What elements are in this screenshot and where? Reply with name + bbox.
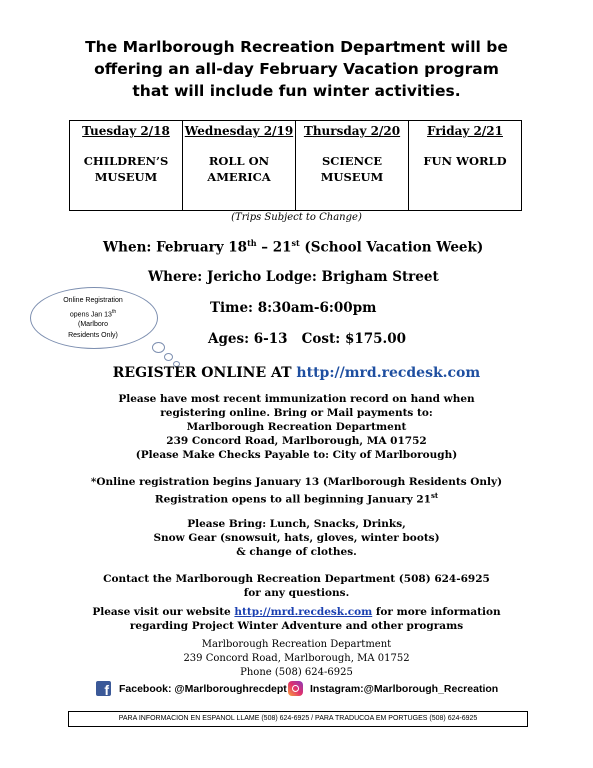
trip-cell-tuesday [70,121,183,211]
trip-cell-friday [409,121,522,211]
trip-activity: ROLL ON AMERICA [207,154,271,184]
website-link[interactable]: http://mrd.recdesk.com [234,606,373,618]
cloud-bubble [164,353,173,361]
online-registration-block: *Online registration begins January 13 (Marlborough Residents Only) Registration opens to all beginning January 21st [90,476,503,506]
immunization-block: Please have most recent immunization record on hand when registering online. Bring or Mail payments to: Marlborough Recreation Department 239 Concord Road, Marlborough, MA 01752 (Please Make Checks Payable to: City of Marlborough) [118,393,475,461]
trips-note: (Trips Subject to Change) [231,212,362,223]
trip-day: Friday 2/21 [427,124,503,138]
cloud-text: Online Registration opens Jan 13th (Marlboro Residents Only) [63,297,123,339]
headline [0,36,593,102]
trip-day: Tuesday 2/18 [82,124,170,138]
register-link[interactable]: http://mrd.recdesk.com [296,365,481,381]
where-line: Where: Jericho Lodge: Brigham Street [148,269,439,285]
register-online: REGISTER ONLINE AT http://mrd.recdesk.com [112,365,481,381]
facebook-handle[interactable]: Facebook: @Marlboroughrecdept [119,683,287,695]
trip-cell-wednesday [183,121,296,211]
ages-cost-line: Ages: 6-13 Cost: $175.00 [208,331,406,347]
language-footer: PARA INFORMACION EN ESPANOL LLAME (508) 624-6925 / PARA TRADUCOA EM PORTUGES (508) 624-6925 [68,711,528,727]
bring-block: Please Bring: Lunch, Snacks, Drinks, Snow Gear (snowsuit, hats, gloves, winter boots) & change of clothes. [153,518,440,558]
instagram-handle[interactable]: Instagram:@Marlborough_Recreation [310,683,499,695]
trip-day: Wednesday 2/19 [184,124,294,138]
headline-line-2: offering an all-day February Vacation program [94,60,499,78]
headline-line-1: The Marlborough Recreation Department will be [85,38,508,56]
contact-block: Contact the Marlborough Recreation Department (508) 624-6925 for any questions. [103,573,490,599]
facebook-icon[interactable]: f [96,681,111,696]
instagram-icon[interactable] [288,681,303,696]
time-line: Time: 8:30am-6:00pm [210,300,377,316]
when-line: When: February 18th – 21st (School Vacation Week) [103,238,484,256]
cloud-bubble [152,342,165,353]
trips-table [69,120,522,211]
headline-line-3: that will include fun winter activities. [132,82,461,100]
trip-day: Thursday 2/20 [303,124,401,138]
trip-activity: SCIENCE MUSEUM [320,154,384,184]
visit-block: Please visit our website http://mrd.recdesk.com for more information regarding Project Winter Adventure and other programs [92,606,501,632]
trip-cell-thursday [296,121,409,211]
trip-activity: CHILDREN’S MUSEUM [83,154,169,184]
trip-activity: FUN WORLD [423,154,507,168]
address-block: Marlborough Recreation Department 239 Concord Road, Marlborough, MA 01752 Phone (508) 624-6925 [183,639,410,678]
